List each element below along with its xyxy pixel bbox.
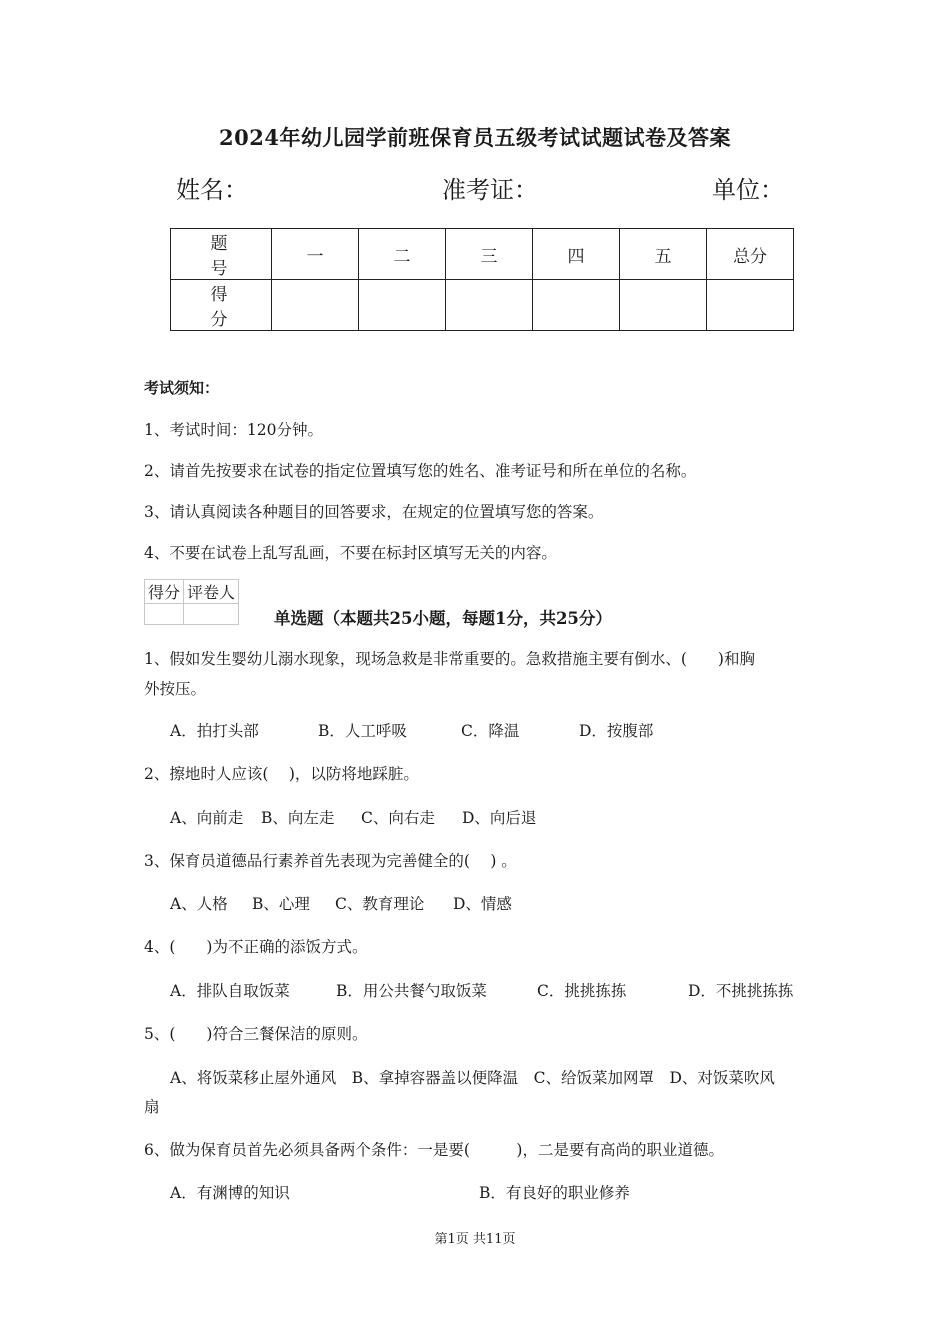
grader-name-cell[interactable] [184, 604, 239, 625]
notice-item: 2、请首先按要求在试卷的指定位置填写您的姓名、准考证号和所在单位的名称。 [144, 462, 697, 480]
score-cell-1[interactable] [272, 280, 359, 331]
question-2-option-c[interactable]: C、向右走 [361, 809, 435, 827]
question-1-text: 1、假如发生婴幼儿溺水现象，现场急救是非常重要的。急救措施主要有倒水、( )和胸 [144, 650, 755, 668]
header-cell-total: 总分 [707, 229, 794, 280]
unit-field-label: 单位： [712, 176, 784, 204]
question-3-option-b[interactable]: B、心理 [252, 895, 310, 913]
question-5-options[interactable]: A、将饭菜移止屋外通风 B、拿掉容器盖以便降温 C、给饭菜加网罩 D、对饭菜吹风 [170, 1069, 775, 1087]
notice-heading: 考试须知： [144, 379, 220, 397]
page-title: 2024年幼儿园学前班保育员五级考试试题试卷及答案 [219, 125, 731, 150]
question-4-option-a[interactable]: A．排队自取饭菜 [170, 982, 290, 1000]
notice-item: 3、请认真阅读各种题目的回答要求，在规定的位置填写您的答案。 [144, 503, 604, 521]
question-6-option-a[interactable]: A．有渊博的知识 [170, 1184, 290, 1202]
question-4-option-c[interactable]: C．挑挑拣拣 [537, 982, 627, 1000]
question-2-option-d[interactable]: D、向后退 [462, 809, 537, 827]
question-3-option-c[interactable]: C、教育理论 [335, 895, 425, 913]
notice-item: 4、不要在试卷上乱写乱画，不要在标封区填写无关的内容。 [144, 544, 557, 562]
question-number-label: 题 号 [171, 229, 272, 280]
score-table-score-row [171, 280, 794, 331]
score-cell-total[interactable] [707, 280, 794, 331]
score-table-header-row [171, 229, 794, 280]
question-6-text: 6、做为保育员首先必须具备两个条件：一是要( )，二是要有高尚的职业道德。 [144, 1141, 724, 1159]
question-4-option-b[interactable]: B．用公共餐勺取饭菜 [336, 982, 487, 1000]
question-4-text: 4、( )为不正确的添饭方式。 [144, 938, 368, 956]
question-2-option-b[interactable]: B、向左走 [261, 809, 335, 827]
question-3-option-a[interactable]: A、人格 [170, 895, 228, 913]
question-2-option-a[interactable]: A、向前走 [170, 809, 244, 827]
header-cell-4: 四 [533, 229, 620, 280]
question-1-option-d[interactable]: D．按腹部 [579, 722, 654, 740]
score-cell-5[interactable] [620, 280, 707, 331]
score-cell-2[interactable] [359, 280, 446, 331]
question-2-text: 2、擦地时人应该( )，以防将地踩脏。 [144, 765, 419, 783]
score-cell-3[interactable] [446, 280, 533, 331]
score-cell-4[interactable] [533, 280, 620, 331]
question-1-option-a[interactable]: A．拍打头部 [170, 722, 259, 740]
name-field-label: 姓名： [176, 176, 248, 204]
score-label: 得 分 [171, 280, 272, 331]
header-cell-1: 一 [272, 229, 359, 280]
question-1-option-b[interactable]: B．人工呼吸 [318, 722, 407, 740]
question-4-option-d[interactable]: D．不挑挑拣拣 [688, 982, 794, 1000]
exam-number-field-label: 准考证： [442, 176, 538, 204]
grader-name-label: 评卷人 [184, 580, 239, 604]
score-table [170, 228, 794, 331]
header-cell-2: 二 [359, 229, 446, 280]
grader-score-cell[interactable] [145, 604, 184, 625]
question-5-text: 5、( )符合三餐保洁的原则。 [144, 1025, 368, 1043]
grader-score-label: 得分 [145, 580, 184, 604]
question-1-text-cont: 外按压。 [144, 680, 207, 698]
grader-box [144, 579, 239, 625]
section-title: 单选题（本题共25小题，每题1分，共25分） [274, 609, 612, 628]
notice-item: 1、考试时间：120分钟。 [144, 421, 323, 439]
header-cell-3: 三 [446, 229, 533, 280]
question-3-text: 3、保育员道德品行素养首先表现为完善健全的( ) 。 [144, 852, 517, 870]
question-3-option-d[interactable]: D、情感 [453, 895, 512, 913]
header-cell-5: 五 [620, 229, 707, 280]
question-1-option-c[interactable]: C．降温 [461, 722, 520, 740]
question-6-option-b[interactable]: B．有良好的职业修养 [479, 1184, 630, 1202]
page-footer: 第1页 共11页 [434, 1232, 516, 1247]
question-5-options-wrap: 扇 [144, 1098, 160, 1116]
